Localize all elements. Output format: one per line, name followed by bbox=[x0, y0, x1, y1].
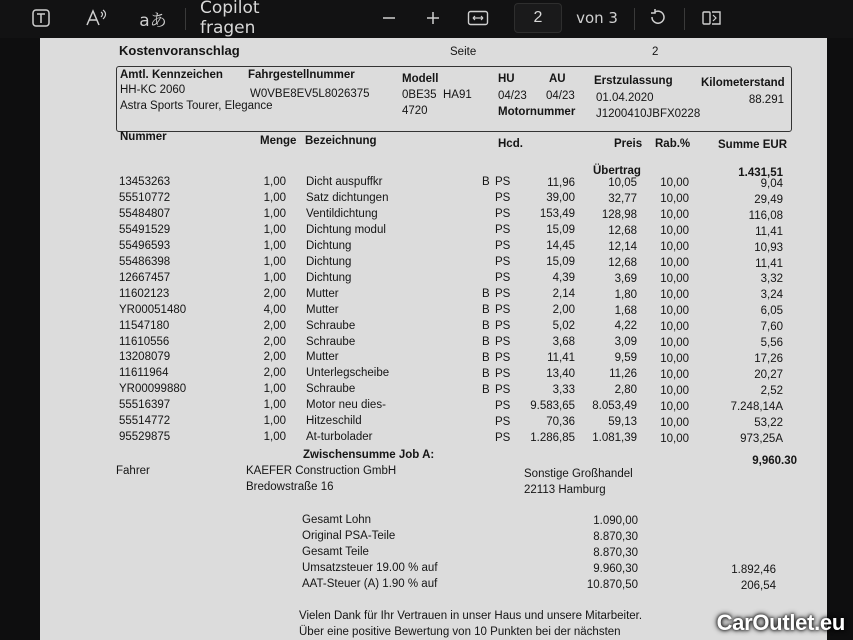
totals-value: 10.870,50 bbox=[586, 578, 638, 591]
item-summe: 53,22 bbox=[754, 417, 783, 429]
item-preis: 12,68 bbox=[608, 256, 637, 269]
totals-label: Umsatzsteuer 19.00 % auf bbox=[302, 561, 438, 574]
item-preis-brutto: 9.583,65 bbox=[530, 399, 575, 412]
item-nummer: 13208079 bbox=[119, 351, 171, 364]
item-hcd: PS bbox=[495, 240, 511, 253]
item-hcd: PS bbox=[495, 399, 511, 412]
item-bezeichnung: Dicht auspuffkr bbox=[306, 176, 383, 188]
kennzeichen-value: HH-KC 2060 bbox=[120, 84, 186, 96]
item-hcd: PS bbox=[495, 272, 511, 284]
item-flag: B bbox=[482, 176, 490, 189]
item-bezeichnung: Schraube bbox=[306, 383, 356, 396]
item-hcd: PS bbox=[495, 319, 511, 332]
col-summe: Summe EUR bbox=[718, 139, 788, 151]
item-rabatt: 10,00 bbox=[660, 320, 689, 333]
modell-label: Modell bbox=[402, 73, 439, 85]
item-summe: 17,26 bbox=[754, 353, 783, 366]
item-preis: 4,22 bbox=[614, 320, 637, 333]
item-menge: 1,00 bbox=[263, 399, 286, 412]
item-rabatt: 10,00 bbox=[660, 336, 689, 349]
toolbar-divider bbox=[185, 8, 186, 30]
item-nummer: 55516397 bbox=[119, 399, 171, 412]
item-rabatt: 10,00 bbox=[660, 209, 689, 222]
item-rabatt: 10,00 bbox=[660, 368, 689, 381]
col-bezeichnung: Bezeichnung bbox=[305, 135, 377, 147]
toolbar-divider bbox=[684, 8, 685, 30]
totals-value: 9.960,30 bbox=[593, 562, 638, 575]
item-hcd: PS bbox=[495, 367, 511, 380]
totals-value: 1.090,00 bbox=[593, 515, 638, 527]
page-label: Seite bbox=[450, 46, 477, 58]
item-preis: 3,09 bbox=[614, 336, 637, 349]
item-nummer: 11610556 bbox=[119, 335, 170, 348]
item-summe: 6,05 bbox=[760, 305, 783, 318]
item-summe: 3,32 bbox=[760, 273, 783, 286]
sonstige-label: Sonstige Großhandel bbox=[524, 468, 633, 480]
item-menge: 1,00 bbox=[263, 431, 286, 444]
erstzulassung-value: 01.04.2020 bbox=[596, 92, 654, 104]
item-preis-brutto: 3,68 bbox=[552, 336, 575, 348]
au-value: 04/23 bbox=[546, 90, 575, 102]
item-preis-brutto: 1.286,85 bbox=[530, 431, 575, 444]
item-menge: 2,00 bbox=[263, 335, 286, 348]
km-label: Kilometerstand bbox=[701, 77, 785, 89]
page-value: 2 bbox=[652, 46, 659, 58]
zwischensumme-value: 9,960.30 bbox=[752, 455, 797, 467]
item-nummer: 95529875 bbox=[119, 431, 171, 444]
item-nummer: 12667457 bbox=[119, 271, 171, 284]
item-preis-brutto: 11,41 bbox=[547, 351, 575, 364]
zoom-out-icon[interactable] bbox=[378, 6, 400, 30]
item-menge: 1,00 bbox=[263, 271, 286, 284]
item-preis: 32,77 bbox=[608, 192, 637, 205]
item-hcd: PS bbox=[495, 256, 511, 269]
item-nummer: 13453263 bbox=[119, 176, 171, 188]
item-flag: B bbox=[482, 319, 490, 332]
item-preis: 1.081,39 bbox=[592, 432, 637, 445]
item-nummer: YR00051480 bbox=[119, 303, 187, 316]
kennzeichen-label: Amtl. Kennzeichen bbox=[120, 69, 223, 81]
item-preis-brutto: 5,02 bbox=[552, 320, 575, 332]
item-flag: B bbox=[482, 303, 490, 316]
item-menge: 1,00 bbox=[263, 383, 286, 396]
totals-label: AAT-Steuer (A) 1.90 % auf bbox=[302, 577, 438, 590]
item-rabatt: 10,00 bbox=[660, 400, 689, 413]
item-menge: 1,00 bbox=[263, 207, 286, 220]
erstzulassung-label: Erstzulassung bbox=[594, 75, 673, 87]
zoom-in-icon[interactable] bbox=[422, 6, 444, 30]
page-count-label: von 3 bbox=[576, 9, 618, 27]
item-summe: 10,93 bbox=[754, 241, 783, 254]
item-bezeichnung: Hitzeschild bbox=[306, 415, 362, 428]
totals-label: Gesamt Lohn bbox=[302, 514, 372, 526]
item-preis-brutto: 2,00 bbox=[552, 304, 575, 317]
item-nummer: 11547180 bbox=[119, 319, 170, 332]
item-summe: 5,56 bbox=[760, 337, 783, 350]
item-hcd: PS bbox=[495, 208, 511, 221]
item-bezeichnung: Dichtung bbox=[306, 255, 352, 268]
item-bezeichnung: Dichtung bbox=[306, 239, 352, 252]
fahrgestell-label: Fahrgestellnummer bbox=[248, 69, 355, 81]
item-nummer: 55514772 bbox=[119, 415, 171, 428]
col-preis: Preis bbox=[614, 138, 643, 150]
item-flag: B bbox=[482, 351, 490, 364]
item-menge: 2,00 bbox=[263, 367, 286, 380]
item-hcd: PS bbox=[495, 383, 511, 396]
item-bezeichnung: Unterlegscheibe bbox=[306, 367, 390, 380]
vehicle-desc: Astra Sports Tourer, Elegance bbox=[120, 100, 273, 112]
text-options-icon[interactable] bbox=[28, 6, 54, 30]
item-nummer: 55486398 bbox=[119, 255, 171, 268]
item-summe: 9,04 bbox=[760, 177, 783, 190]
item-flag: B bbox=[482, 335, 490, 348]
watermark-text: CarOutlet.eu bbox=[716, 610, 845, 635]
item-summe: 973,25A bbox=[740, 432, 783, 445]
read-aloud-icon[interactable] bbox=[84, 6, 110, 30]
item-preis-brutto: 153,49 bbox=[539, 208, 575, 221]
item-bezeichnung: At-turbolader bbox=[306, 431, 373, 444]
toolbar-divider bbox=[634, 8, 635, 30]
item-preis-brutto: 14,45 bbox=[546, 240, 575, 253]
item-bezeichnung: Ventildichtung bbox=[306, 207, 378, 220]
item-preis: 11,26 bbox=[609, 368, 637, 381]
item-preis-brutto: 2,14 bbox=[552, 288, 575, 301]
item-bezeichnung: Motor neu dies- bbox=[306, 399, 386, 412]
au-label: AU bbox=[549, 73, 566, 85]
item-rabatt: 10,00 bbox=[660, 384, 689, 397]
item-bezeichnung: Mutter bbox=[306, 303, 339, 316]
item-preis: 8.053,49 bbox=[592, 400, 637, 413]
item-flag: B bbox=[482, 287, 490, 300]
item-nummer: 55510772 bbox=[119, 191, 171, 204]
item-preis: 2,80 bbox=[614, 384, 637, 397]
item-summe: 116,08 bbox=[748, 209, 783, 222]
item-rabatt: 10,00 bbox=[660, 225, 689, 238]
item-menge: 1,00 bbox=[263, 239, 286, 252]
doc-title: Kostenvoranschlag bbox=[119, 43, 240, 58]
fahrgestell-value: W0VBE8EV5L8026375 bbox=[250, 88, 370, 100]
item-rabatt: 10,00 bbox=[660, 288, 689, 301]
item-summe: 11,41 bbox=[755, 225, 783, 238]
modell-code: HA91 bbox=[443, 89, 472, 101]
item-preis: 12,68 bbox=[608, 224, 637, 237]
copilot-button[interactable]: Copilot fragen bbox=[200, 0, 260, 38]
item-preis: 128,98 bbox=[601, 208, 637, 221]
item-preis: 59,13 bbox=[608, 416, 637, 429]
item-menge: 1,00 bbox=[263, 255, 286, 268]
item-hcd: PS bbox=[495, 224, 511, 237]
item-summe: 3,24 bbox=[760, 289, 783, 302]
item-rabatt: 10,00 bbox=[660, 177, 689, 190]
item-preis-brutto: 15,09 bbox=[546, 224, 575, 237]
item-menge: 4,00 bbox=[263, 303, 286, 316]
sonstige-city: 22113 Hamburg bbox=[524, 484, 606, 496]
item-summe: 2,52 bbox=[760, 385, 783, 398]
modell-value: 0BE35 bbox=[402, 89, 437, 101]
col-hcd: Hcd. bbox=[498, 138, 523, 150]
item-menge: 1,00 bbox=[263, 191, 286, 204]
item-preis: 1,68 bbox=[614, 304, 637, 317]
totals-label: Original PSA-Teile bbox=[302, 529, 396, 542]
item-nummer: 55491529 bbox=[119, 223, 171, 236]
item-preis: 10,05 bbox=[608, 176, 637, 189]
item-preis-brutto: 4,39 bbox=[552, 272, 575, 285]
pdf-toolbar bbox=[0, 0, 853, 38]
item-rabatt: 10,00 bbox=[660, 416, 689, 429]
item-preis: 3,69 bbox=[614, 272, 637, 285]
uebertrag-value: 1.431,51 bbox=[738, 167, 783, 179]
firma-name: KAEFER Construction GmbH bbox=[246, 465, 397, 477]
item-rabatt: 10,00 bbox=[660, 432, 689, 445]
km-value: 88.291 bbox=[748, 94, 784, 106]
col-rab: Rab.% bbox=[655, 138, 691, 150]
hu-label: HU bbox=[498, 73, 515, 85]
item-bezeichnung: Dichtung modul bbox=[306, 223, 386, 236]
item-hcd: PS bbox=[495, 176, 511, 189]
item-preis-brutto: 15,09 bbox=[546, 256, 575, 269]
item-bezeichnung: Satz dichtungen bbox=[306, 191, 389, 204]
item-preis-brutto: 11,96 bbox=[547, 176, 575, 189]
item-preis: 9,59 bbox=[614, 352, 637, 365]
footer-line-1: Vielen Dank für Ihr Vertrauen in unser Haus und unsere Mitarbeiter. bbox=[299, 610, 643, 622]
item-hcd: PS bbox=[495, 287, 511, 300]
item-nummer: 11611964 bbox=[119, 367, 169, 380]
item-nummer: 11602123 bbox=[119, 287, 170, 300]
item-summe: 7.248,14A bbox=[730, 401, 783, 413]
item-summe: 20,27 bbox=[754, 369, 783, 382]
item-summe: 11,41 bbox=[755, 257, 783, 270]
item-bezeichnung: Schraube bbox=[306, 319, 356, 332]
item-hcd: PS bbox=[495, 351, 511, 364]
item-rabatt: 10,00 bbox=[660, 352, 689, 365]
item-preis-brutto: 39,00 bbox=[546, 192, 575, 205]
fit-page-icon[interactable] bbox=[466, 6, 490, 30]
item-hcd: PS bbox=[495, 415, 511, 428]
item-preis: 12,14 bbox=[608, 240, 637, 253]
item-flag: B bbox=[482, 383, 490, 396]
item-preis: 1,80 bbox=[614, 288, 637, 301]
page-number-input[interactable]: 2 bbox=[514, 3, 562, 33]
item-preis-brutto: 3,33 bbox=[552, 383, 575, 396]
item-rabatt: 10,00 bbox=[660, 257, 689, 270]
item-preis-brutto: 70,36 bbox=[546, 415, 575, 428]
modell-nr: 4720 bbox=[402, 105, 428, 117]
item-menge: 2,00 bbox=[263, 287, 286, 300]
item-menge: 1,00 bbox=[263, 223, 286, 236]
firma-street: Bredowstraße 16 bbox=[246, 481, 334, 493]
item-menge: 1,00 bbox=[263, 176, 286, 188]
item-rabatt: 10,00 bbox=[660, 193, 689, 206]
item-hcd: PS bbox=[495, 335, 511, 348]
translate-icon[interactable]: aあ bbox=[139, 10, 167, 31]
item-bezeichnung: Mutter bbox=[306, 351, 339, 364]
totals-value: 8.870,30 bbox=[593, 546, 638, 559]
item-bezeichnung: Schraube bbox=[306, 335, 356, 348]
item-preis-brutto: 13,40 bbox=[546, 367, 575, 380]
item-menge: 2,00 bbox=[263, 319, 286, 332]
item-rabatt: 10,00 bbox=[660, 241, 689, 254]
col-nummer: Nummer bbox=[120, 131, 167, 143]
item-rabatt: 10,00 bbox=[660, 304, 689, 317]
item-bezeichnung: Mutter bbox=[306, 287, 339, 300]
totals-value: 8.870,30 bbox=[593, 530, 638, 543]
item-nummer: YR00099880 bbox=[119, 383, 187, 396]
uebertrag-label: Übertrag bbox=[593, 165, 641, 177]
motornummer-value: J1200410JBFX0228 bbox=[596, 108, 701, 120]
item-summe: 29,49 bbox=[754, 193, 783, 206]
totals-tax-amount: 206,54 bbox=[740, 579, 776, 592]
document-page bbox=[40, 38, 827, 640]
totals-tax-amount: 1.892,46 bbox=[731, 563, 776, 576]
zwischensumme-label: Zwischensumme Job A: bbox=[303, 449, 435, 461]
totals-label: Gesamt Teile bbox=[302, 545, 369, 558]
item-menge: 2,00 bbox=[263, 351, 286, 364]
item-flag: B bbox=[482, 367, 490, 380]
page-view-icon[interactable] bbox=[700, 6, 724, 30]
item-bezeichnung: Dichtung bbox=[306, 271, 352, 284]
hu-value: 04/23 bbox=[498, 90, 527, 102]
col-menge: Menge bbox=[260, 135, 297, 147]
item-hcd: PS bbox=[495, 431, 511, 444]
rotate-icon[interactable] bbox=[646, 6, 670, 30]
fahrer-label: Fahrer bbox=[116, 465, 150, 477]
item-hcd: PS bbox=[495, 192, 511, 205]
item-rabatt: 10,00 bbox=[660, 273, 689, 285]
item-nummer: 55484807 bbox=[119, 207, 171, 220]
footer-line-2: Über eine positive Bewertung von 10 Punkten bei der nächsten bbox=[299, 626, 621, 638]
motornummer-label: Motornummer bbox=[498, 106, 576, 118]
item-hcd: PS bbox=[495, 303, 511, 316]
item-menge: 1,00 bbox=[263, 415, 286, 428]
item-nummer: 55496593 bbox=[119, 239, 171, 252]
item-summe: 7,60 bbox=[760, 321, 783, 334]
